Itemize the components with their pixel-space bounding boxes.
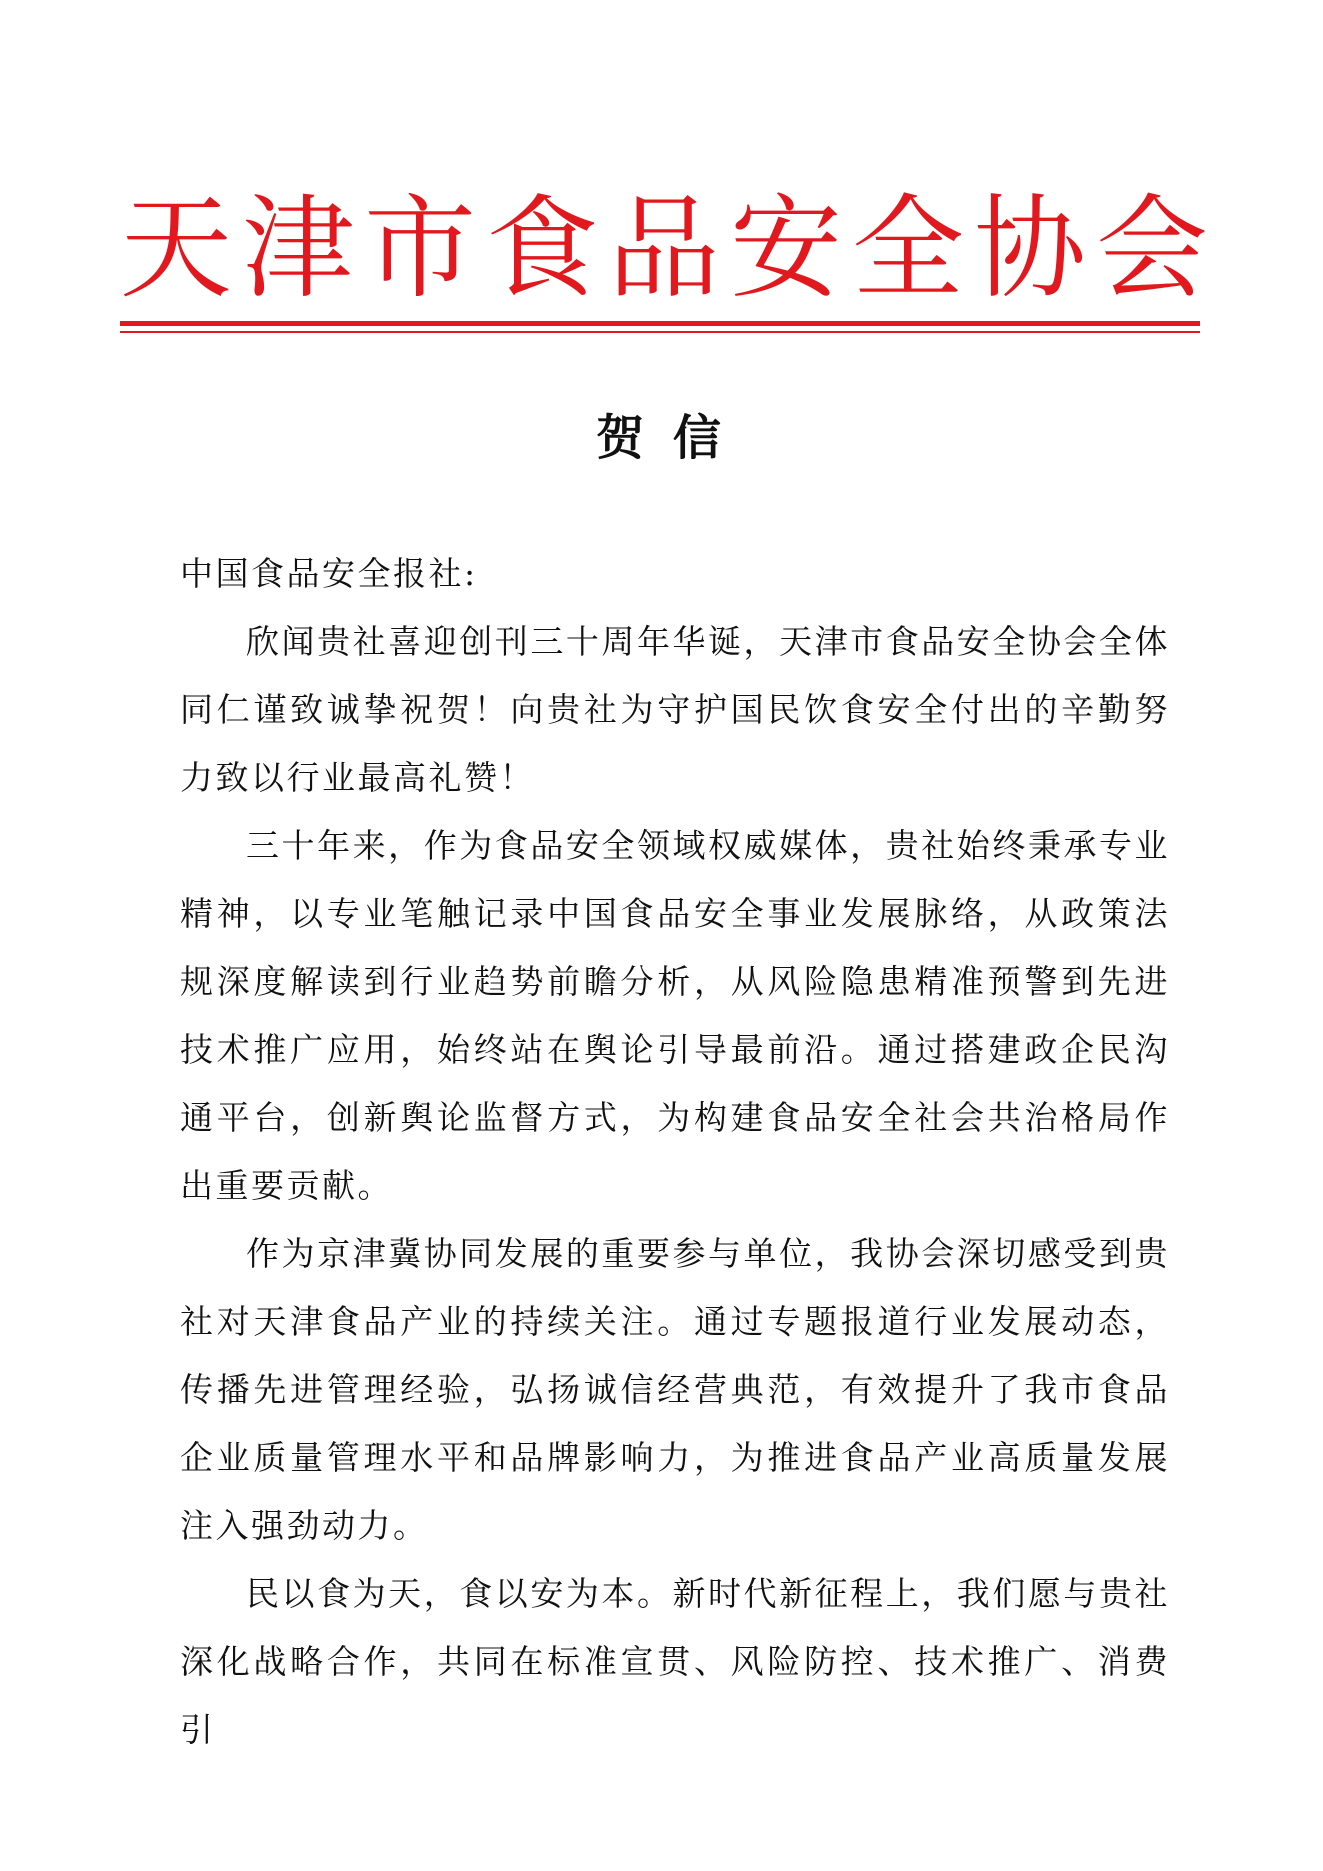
letter-salutation: 中国食品安全报社:: [180, 554, 478, 593]
letterhead-rule-thin: [120, 331, 1200, 333]
letterhead-org-name: 天津市食品安全协会: [120, 184, 1218, 314]
letter-title: 贺 信: [596, 410, 727, 466]
letterhead-rule-thick: [120, 321, 1200, 326]
letter-paragraph: 民以食为天，食以安为本。新时代新征程上，我们愿与贵社深化战略合作，共同在标准宣贯、风险防控、技术推广、消费引: [180, 1574, 1170, 1749]
letter-body: [180, 540, 1170, 1764]
letter-paragraph: 欣闻贵社喜迎创刊三十周年华诞，天津市食品安全协会全体同仁谨致诚挚祝贺！向贵社为守护国民饮食安全付出的辛勤努力致以行业最高礼赞！: [180, 622, 1170, 797]
letter-paragraph: 作为京津冀协同发展的重要参与单位，我协会深切感受到贵社对天津食品产业的持续关注。通过专题报道行业发展动态，传播先进管理经验，弘扬诚信经营典范，有效提升了我市食品企业质量管理水平和品牌影响力，为推进食品产业高质量发展注入强劲动力。: [180, 1234, 1170, 1545]
letter-paragraph: 三十年来，作为食品安全领域权威媒体，贵社始终秉承专业精神，以专业笔触记录中国食品安全事业发展脉络，从政策法规深度解读到行业趋势前瞻分析，从风险隐患精准预警到先进技术推广应用，始终站在舆论引导最前沿。通过搭建政企民沟通平台，创新舆论监督方式，为构建食品安全社会共治格局作出重要贡献。: [180, 826, 1170, 1205]
